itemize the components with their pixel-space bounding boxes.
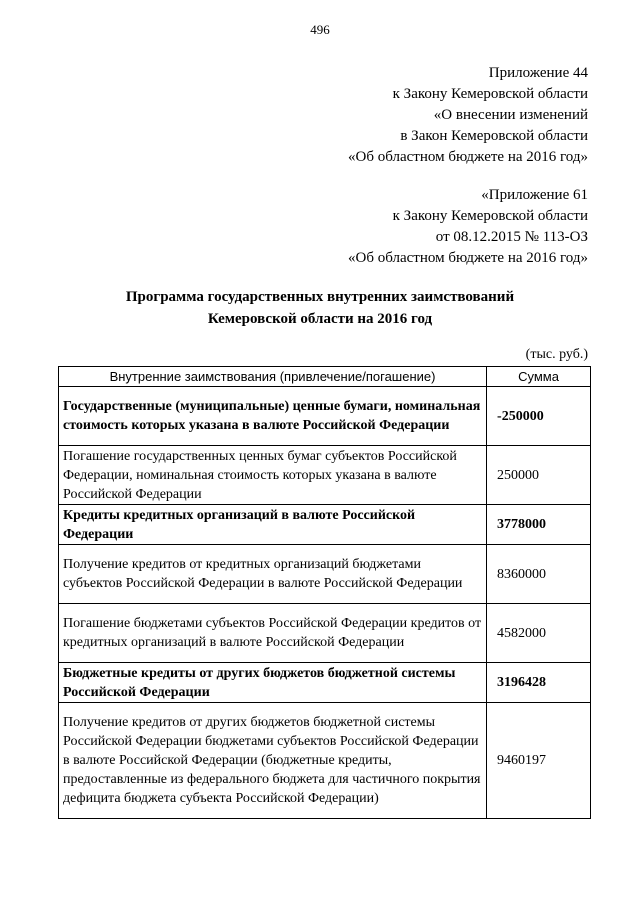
appendix-current-line: к Закону Кемеровской области [392, 86, 588, 102]
header-description: Внутренние заимствования (привлечение/погашение) [59, 367, 487, 387]
appendix-original-block [348, 185, 588, 269]
appendix-current-block [348, 63, 588, 168]
row-description: Погашение бюджетами субъектов Российской Федерации кредитов от кредитных организаций в валюте Российской Федерации [59, 604, 487, 663]
appendix-current-line: в Закон Кемеровской области [400, 128, 588, 144]
appendix-original-line: к Закону Кемеровской области [392, 208, 588, 224]
units-label: (тыс. руб.) [525, 347, 588, 362]
borrowing-table [58, 366, 591, 819]
row-amount: 3196428 [487, 663, 591, 703]
header-amount: Сумма [487, 367, 591, 387]
row-amount: 250000 [487, 446, 591, 505]
table-row [59, 387, 591, 446]
appendix-current-line: Приложение 44 [488, 65, 588, 81]
row-description: Погашение государственных ценных бумаг субъектов Российской Федерации, номинальная стоимость которых указана в валюте Российской Федерации [59, 446, 487, 505]
row-amount: -250000 [487, 387, 591, 446]
appendix-current-line: «Об областном бюджете на 2016 год» [348, 149, 588, 165]
title-line: Программа государственных внутренних заимствований [125, 289, 515, 305]
table-row [59, 703, 591, 819]
row-amount: 3778000 [487, 505, 591, 545]
page-number: 496 [310, 22, 330, 37]
table-row [59, 446, 591, 505]
title-line: Кемеровской области на 2016 год [207, 311, 433, 327]
row-description: Получение кредитов от кредитных организаций бюджетами субъектов Российской Федерации в валюте Российской Федерации [59, 545, 487, 604]
table-row [59, 663, 591, 703]
document-title [0, 286, 640, 330]
row-description: Государственные (муниципальные) ценные бумаги, номинальная стоимость которых указана в валюте Российской Федерации [59, 387, 487, 446]
appendix-original-line: от 08.12.2015 № 113-ОЗ [435, 229, 588, 245]
row-amount: 9460197 [487, 703, 591, 819]
appendix-original-line: «Об областном бюджете на 2016 год» [348, 250, 588, 266]
appendix-current-line: «О внесении изменений [433, 107, 588, 123]
row-description: Кредиты кредитных организаций в валюте Российской Федерации [59, 505, 487, 545]
table-row [59, 545, 591, 604]
table-header-row [59, 367, 591, 387]
row-amount: 4582000 [487, 604, 591, 663]
table-row [59, 604, 591, 663]
row-description: Бюджетные кредиты от других бюджетов бюджетной системы Российской Федерации [59, 663, 487, 703]
row-description: Получение кредитов от других бюджетов бюджетной системы Российской Федерации бюджетами субъектов Российской Федерации в валюте Российской Федерации (бюджетные кредиты, предоставленные из федерального бюджета для частичного покрытия дефицита бюджета субъекта Российской Федерации) [59, 703, 487, 819]
row-amount: 8360000 [487, 545, 591, 604]
appendix-original-line: «Приложение 61 [481, 187, 588, 203]
table-row [59, 505, 591, 545]
